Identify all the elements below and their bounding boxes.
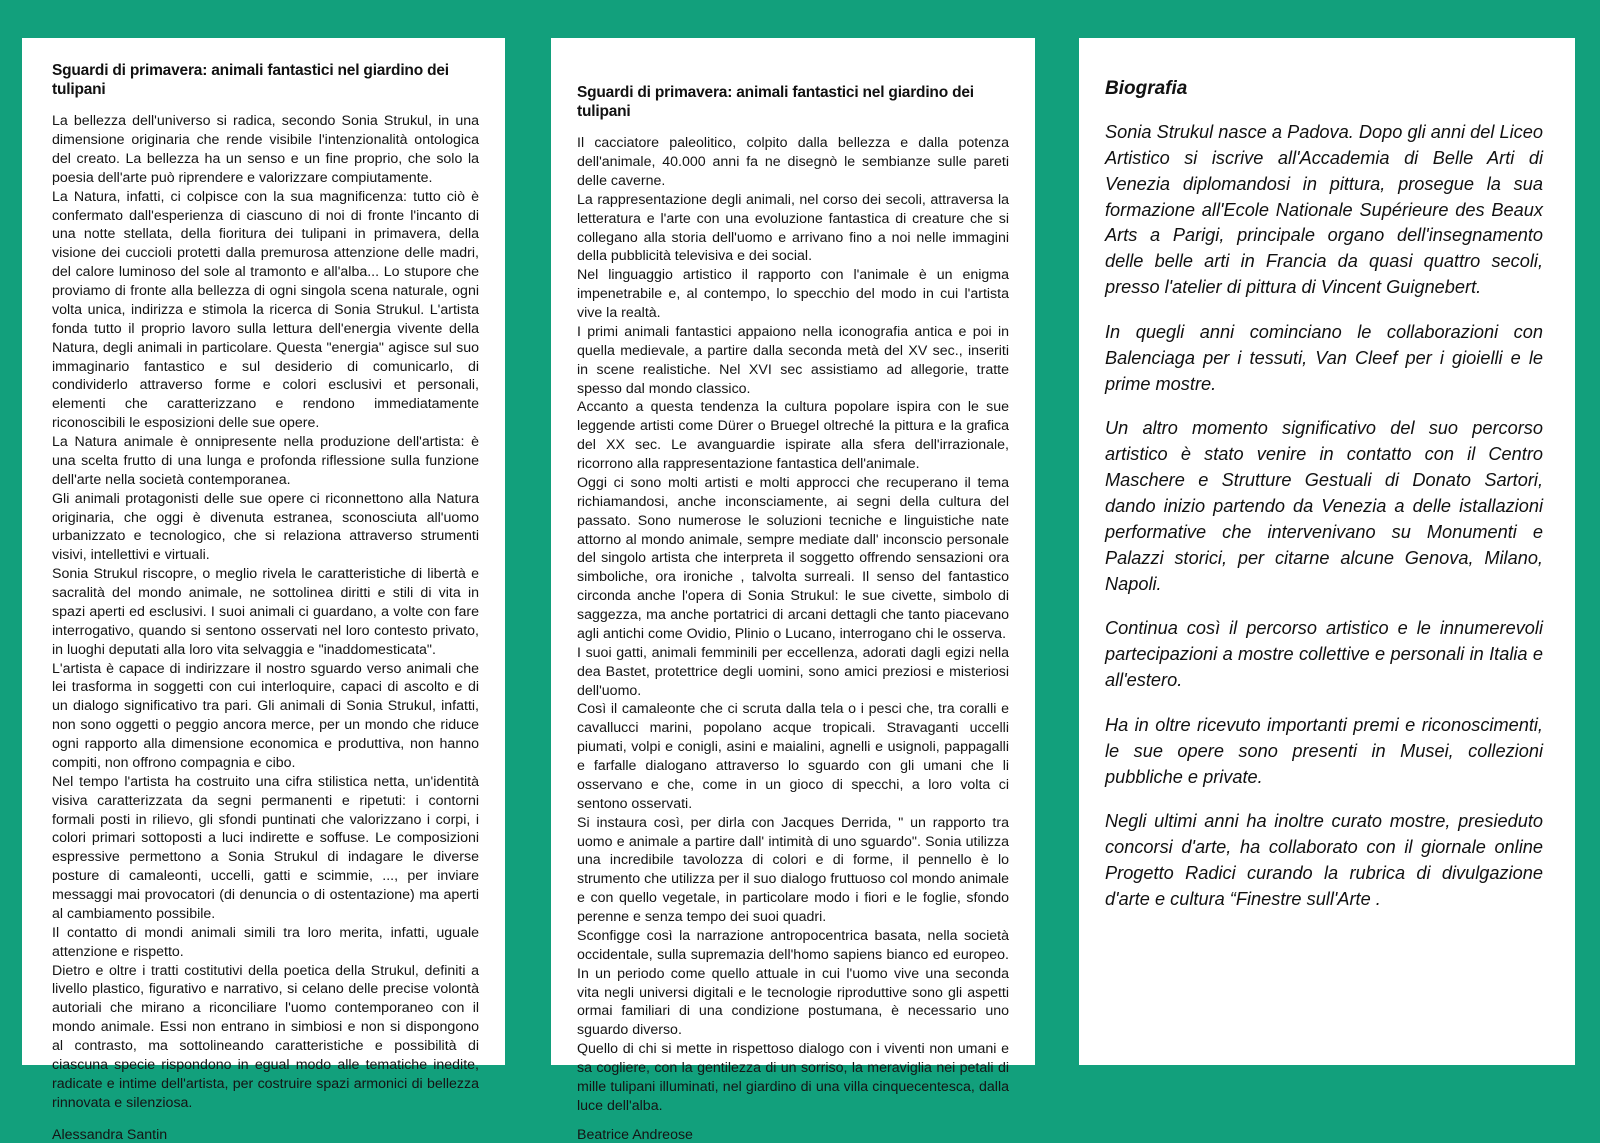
- paragraph: Sonia Strukul nasce a Padova. Dopo gli anni del Liceo Artistico si iscrive all'Accademia di Belle Arti di Venezia diplomandosi in pittura, prosegue la sua formazione all'Ecole Nationale Supérieure des Beaux Arts a Parigi, principale organo dell'insegnamento delle belle arti in Francia da quasi quattro secoli, presso l'atelier di pittura di Vincent Guignebert.: [1105, 122, 1543, 298]
- paragraph: Il contatto di mondi animali simili tra loro merita, infatti, uguale attenzione e rispetto.: [52, 924, 479, 960]
- column-middle-body: [577, 134, 1009, 1116]
- paragraph: La bellezza dell'universo si radica, secondo Sonia Strukul, in una dimensione originaria che rende visibile l'intenzionalità ontologica del creato. La bellezza ha un senso e un fine proprio, che solo la poesia dell'arte può riprendere e valorizzare compiutamente.: [52, 113, 479, 186]
- paragraph: Oggi ci sono molti artisti e molti approcci che recuperano il tema richiamandosi, anche inconsciamente, ai segni della cultura del passato. Sono numerose le soluzioni tecniche e linguistiche nate attorno al mondo animale, sempre mediate dall' inconscio personale del singolo artista che interpreta il soggetto offrendo sensazioni ora simboliche, ora ironiche , talvolta surreali. Il senso del fantastico circonda anche l'opera di Sonia Strukul: le sue civette, simbolo di saggezza, ma anche portatrici di arcani dettagli che tanto piacevano agli antichi come Ovidio, Plinio o Lucano, interrogano chi le osserva.: [577, 474, 1009, 642]
- column-left-body: [52, 112, 479, 1112]
- paragraph: Nel tempo l'artista ha costruito una cifra stilistica netta, un'identità visiva caratterizzata da segni permanenti e ripetuti: i contorni formali posti in rilievo, gli sfondi puntinati che valorizzano i corpi, i colori primari sottoposti a luci indirette e soffuse. Le composizioni espressive permettono a Sonia Strukul di indagare le diverse posture di camaleonti, uccelli, gatti e scimmie, ..., per inviare messaggi mai provocatori (di denuncia o di ostentazione) ma aperti al cambiamento possibile.: [52, 773, 479, 922]
- paragraph: La Natura animale è onnipresente nella produzione dell'artista: è una scelta frutto di una lunga e profonda riflessione sulla funzione dell'arte nella società contemporanea.: [52, 434, 479, 488]
- paragraph: Continua così il percorso artistico e le innumerevoli partecipazioni a mostre collettive e personali in Italia e all'estero.: [1105, 618, 1543, 691]
- paragraph: Il cacciatore paleolitico, colpito dalla bellezza e dalla potenza dell'animale, 40.000 anni fa ne disegnò le sembianze sulle pareti delle caverne.: [577, 135, 1009, 189]
- paragraph: In quegli anni cominciano le collaborazioni con Balenciaga per i tessuti, Van Cleef per i gioielli e le prime mostre.: [1105, 321, 1543, 394]
- paragraph: Gli animali protagonisti delle sue opere ci riconnettono alla Natura originaria, che oggi è divenuta estranea, sconosciuta all'uomo urbanizzato e tecnologico, che si relaziona attraverso strumenti visivi, intellettivi e virtuali.: [52, 490, 479, 564]
- paragraph: I suoi gatti, animali femminili per eccellenza, adorati dagli egizi nella dea Bastet, protettrice degli uomini, sono amici preziosi e misteriosi dell'uomo.: [577, 644, 1009, 699]
- biography-body: [1105, 120, 1543, 913]
- column-left: [22, 38, 505, 1143]
- column-left-signature: Alessandra Santin: [52, 1126, 168, 1143]
- paragraph: Dietro e oltre i tratti costitutivi della poetica della Strukul, definiti a livello plastico, figurativo e narrativo, si celano delle precise volontà autoriali che mirano a riconciliare l'uomo contemporaneo con il mondo animale. Essi non entrano in simbiosi e non si dispongono al contrasto, ma sottolineando caratteristiche e possibilità di ciascuna specie rispondono in egual modo alle tematiche inedite, radicate e intime dell'artista, per costruire spazi armonici di bellezza rinnovata e silenziosa.: [52, 962, 479, 1111]
- paragraph: Sconfigge così la narrazione antropocentrica basata, nella società occidentale, sulla supremazia dell'homo sapiens bianco ed europeo. In un periodo come quello attuale in cui l'uomo vive una seconda vita negli universi digitali e le tecnologie riproduttive sono gli aspetti ormai familiari di una condizione postumana, è necessario uno sguardo diverso.: [577, 927, 1009, 1039]
- paragraph: Ha in oltre ricevuto importanti premi e riconoscimenti, le sue opere sono presenti in Musei, collezioni pubbliche e private.: [1105, 714, 1543, 787]
- column-left-title: Sguardi di primavera: animali fantastici nel giardino dei tulipani: [52, 62, 449, 98]
- paragraph: I primi animali fantastici appaiono nella iconografia antica e poi in quella medievale, a partire dalla seconda metà del XV sec., inseriti in scene realistiche. Nel XVI sec assistiamo ad allegorie, tratte spesso dal mondo classico.: [577, 323, 1009, 397]
- paragraph: Un altro momento significativo del suo percorso artistico è stato venire in contatto con il Centro Maschere e Strutture Gestuali di Donato Sartori, dando inizio partendo da Venezia a delle istallazioni performative che intervenivano su Monumenti e Palazzi storici, per citarne alcune Genova, Milano, Napoli.: [1105, 418, 1543, 594]
- paragraph: La Natura, infatti, ci colpisce con la sua magnificenza: tutto ciò è confermato dall'esperienza di ciascuno di noi di fronte l'incanto di una notte stellata, della fioritura dei tulipani in primavera, della visione dei cuccioli protetti dalla premurosa attenzione delle madri, del calore luminoso del sole al tramonto e all'alba... Lo stupore che proviamo di fronte alla bellezza di ogni singola scena naturale, ogni volta unica, indirizza e stimola la ricerca di Sonia Strukul. L'artista fonda tutto il proprio lavoro sulla lettura dell'energia vivente della Natura, degli animali in particolare. Questa "energia" agisce sul suo immaginario fantastico e sul desiderio di comunicarlo, di condividerlo attraverso forme e colori esclusivi et personali, elementi che caratterizzano e rendono immediatamente riconoscibili le esposizioni delle sue opere.: [52, 188, 479, 432]
- column-middle-signature: Beatrice Andreose: [577, 1126, 693, 1143]
- column-right: [1079, 38, 1575, 1065]
- paragraph: Nel linguaggio artistico il rapporto con l'animale è un enigma impenetrabile e, al contempo, lo specchio del modo in cui l'artista vive la realtà.: [577, 267, 1009, 322]
- paragraph: Così il camaleonte che ci scruta dalla tela o i pesci che, tra coralli e cavallucci marini, popolano acque tropicali. Stravaganti uccelli piumati, volpi e conigli, asini e maialini, agnelli e usignoli, pappagalli e farfalle dialogano attraverso lo sguardo con gli umani che li osservano e che, come in un gioco di specchi, a loro volta ci sentono osservati.: [577, 701, 1009, 812]
- paragraph: Negli ultimi anni ha inoltre curato mostre, presieduto concorsi d'arte, ha collaborato con il giornale online Progetto Radici curando la rubrica di divulgazione d'arte e cultura “Finestre sull'Arte .: [1105, 811, 1543, 909]
- paragraph: Sonia Strukul riscopre, o meglio rivela le caratteristiche di libertà e sacralità del mondo animale, ne sottolinea diritti e stili di vita in spazi aperti ed esclusivi. I suoi animali ci guardano, a volte con fare interrogativo, quando si sentono osservati nel loro contesto privato, in luoghi deputati alla loro vita selvaggia e "inaddomesticata".: [52, 566, 479, 658]
- column-middle-title: Sguardi di primavera: animali fantastici nel giardino dei tulipani: [577, 84, 974, 120]
- paragraph: Accanto a questa tendenza la cultura popolare ispira con le sue leggende artisti come Dürer o Bruegel oltreché la pittura e la grafica del XX sec. Le avanguardie ispirate alla sfera dell'irrazionale, ricorrono alla rappresentazione fantastica dell'animale.: [577, 399, 1009, 473]
- paragraph: Si instaura così, per dirla con Jacques Derrida, " un rapporto tra uomo e animale a partire dall' intimità di uno sguardo". Sonia utilizza una incredibile tavolozza di colori e di forme, il pennello è lo strumento che utilizza per il suo dialogo fruttuoso col mondo animale e con quello vegetale, in particolare modo i fiori e le foglie, sfondo perenne e senza tempo dei suoi quadri.: [577, 814, 1009, 926]
- biography-title: Biografia: [1105, 78, 1188, 99]
- paragraph: Quello di chi si mette in rispettoso dialogo con i viventi non umani e sa cogliere, con la gentilezza di un sorriso, la meraviglia nei petali di mille tulipani illuminati, nel giardino di una villa cinquecentesca, dalla luce dell'alba.: [577, 1041, 1009, 1114]
- paragraph: La rappresentazione degli animali, nel corso dei secoli, attraversa la letteratura e l'arte con una evoluzione fantastica di creature che si collegano alla storia dell'uomo e arrivano fino a noi nelle immagini della pubblicità televisiva e dei social.: [577, 191, 1009, 265]
- paragraph: L'artista è capace di indirizzare il nostro sguardo verso animali che lei trasforma in soggetti con cui interloquire, capaci di ascolto e di un dialogo significativo tra pari. Gli animali di Sonia Strukul, infatti, non sono oggetti o peggio ancora merce, per un mondo che riduce ogni rapporto alla dimensione economica e produttiva, non hanno compiti, non offrono compagnia e cibo.: [52, 660, 479, 771]
- column-middle: [551, 38, 1035, 1143]
